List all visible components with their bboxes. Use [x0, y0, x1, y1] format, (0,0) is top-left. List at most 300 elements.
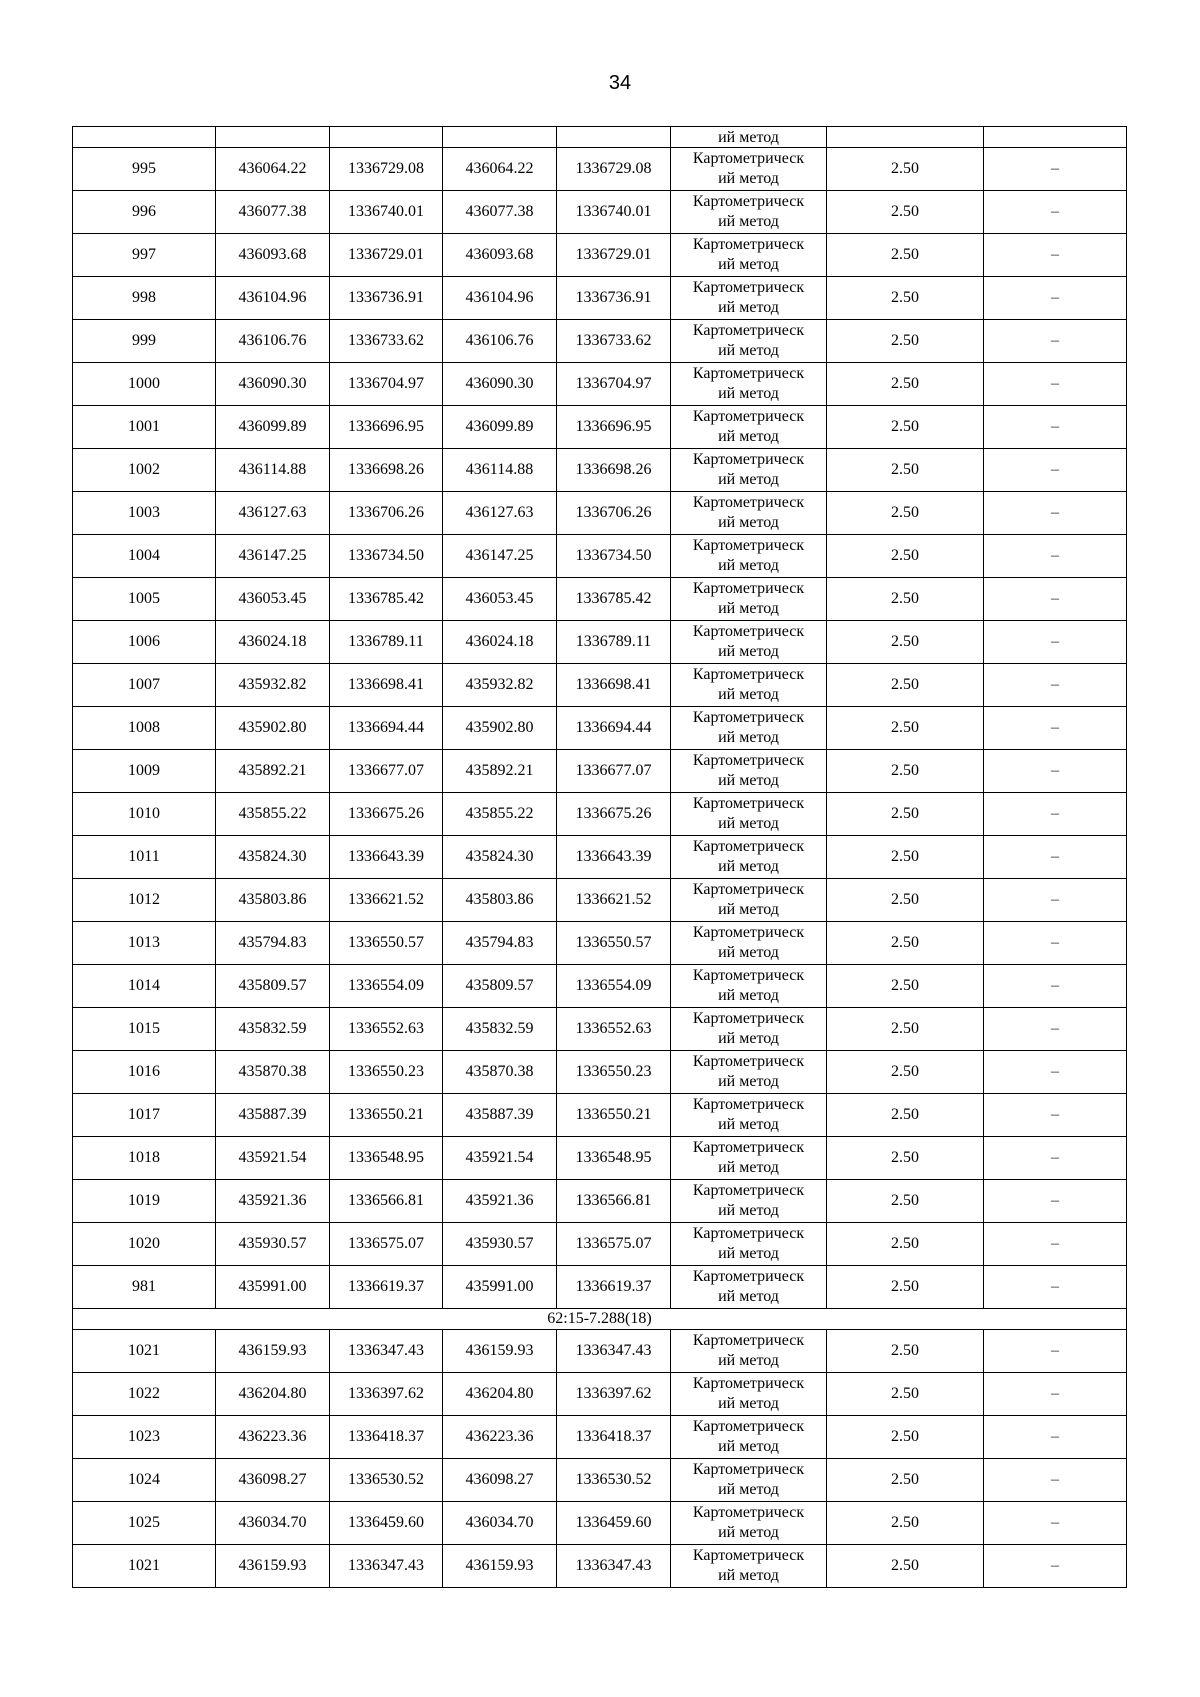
x-new-cell: 435870.38 — [443, 1051, 557, 1094]
y-existing-cell: 1336698.26 — [330, 449, 443, 492]
y-existing-cell: 1336706.26 — [330, 492, 443, 535]
method-line-2: ий метод — [718, 213, 779, 230]
x-existing-cell: 436099.89 — [216, 406, 330, 449]
y-new-cell: 1336566.81 — [557, 1180, 671, 1223]
y-new-cell: 1336789.11 — [557, 621, 671, 664]
method-line-1: Картометрическ — [692, 1504, 805, 1521]
accuracy-cell: 2.50 — [827, 621, 984, 664]
x-new-cell: 435921.54 — [443, 1137, 557, 1180]
table-row — [73, 1459, 1127, 1502]
table-row — [73, 234, 1127, 277]
method-line-2: ий метод — [718, 256, 779, 273]
x-existing-cell: 435803.86 — [216, 879, 330, 922]
method-cell — [671, 578, 827, 621]
point-number-cell: 1025 — [73, 1502, 216, 1545]
y-existing-cell: 1336550.57 — [330, 922, 443, 965]
table-row — [73, 1545, 1127, 1588]
note-cell: – — [984, 1373, 1127, 1416]
continued-row — [73, 127, 1127, 148]
note-cell: – — [984, 1330, 1127, 1373]
method-line-1: Картометрическ — [692, 1268, 805, 1285]
y-existing-cell: 1336621.52 — [330, 879, 443, 922]
point-number-cell: 1002 — [73, 449, 216, 492]
point-number-cell: 1014 — [73, 965, 216, 1008]
y-existing-cell: 1336347.43 — [330, 1330, 443, 1373]
accuracy-cell: 2.50 — [827, 1051, 984, 1094]
accuracy-cell: 2.50 — [827, 793, 984, 836]
x-existing-cell: 436223.36 — [216, 1416, 330, 1459]
table-row — [73, 363, 1127, 406]
method-line-1: Картометрическ — [692, 150, 805, 167]
method-line-1: Картометрическ — [692, 838, 805, 855]
method-line-1: Картометрическ — [692, 967, 805, 984]
note-cell: – — [984, 277, 1127, 320]
method-cell — [671, 191, 827, 234]
y-existing-cell: 1336418.37 — [330, 1416, 443, 1459]
x-existing-cell: 436064.22 — [216, 148, 330, 191]
method-line-1: Картометрическ — [692, 1096, 805, 1113]
note-cell: – — [984, 1094, 1127, 1137]
method-cell — [671, 1416, 827, 1459]
y-existing-cell: 1336696.95 — [330, 406, 443, 449]
x-new-cell: 436127.63 — [443, 492, 557, 535]
accuracy-cell: 2.50 — [827, 750, 984, 793]
y-new-cell: 1336530.52 — [557, 1459, 671, 1502]
method-cell — [671, 965, 827, 1008]
x-new-cell: 436024.18 — [443, 621, 557, 664]
accuracy-cell: 2.50 — [827, 363, 984, 406]
table-row — [73, 922, 1127, 965]
method-line-1: Картометрическ — [692, 1010, 805, 1027]
method-line-1: Картометрическ — [692, 752, 805, 769]
point-number-cell: 1021 — [73, 1330, 216, 1373]
x-new-cell: 436093.68 — [443, 234, 557, 277]
method-line-1: Картометрическ — [692, 451, 805, 468]
note-cell: – — [984, 148, 1127, 191]
table-row — [73, 1094, 1127, 1137]
method-line-2: ий метод — [718, 342, 779, 359]
table-row — [73, 277, 1127, 320]
y-new-cell: 1336698.41 — [557, 664, 671, 707]
note-cell: – — [984, 1459, 1127, 1502]
y-existing-cell: 1336704.97 — [330, 363, 443, 406]
point-number-cell: 998 — [73, 277, 216, 320]
accuracy-cell: 2.50 — [827, 1373, 984, 1416]
note-cell: – — [984, 449, 1127, 492]
method-line-2: ий метод — [718, 987, 779, 1004]
y-new-cell: 1336785.42 — [557, 578, 671, 621]
x-new-cell: 436034.70 — [443, 1502, 557, 1545]
method-line-1: Картометрическ — [692, 1053, 805, 1070]
table-row — [73, 965, 1127, 1008]
method-line-1: Картометрическ — [692, 494, 805, 511]
method-line-2: ий метод — [718, 1116, 779, 1133]
method-line-1: Картометрическ — [692, 580, 805, 597]
method-cell — [671, 793, 827, 836]
y-new-cell: 1336677.07 — [557, 750, 671, 793]
method-cell — [671, 1330, 827, 1373]
method-cell — [671, 535, 827, 578]
table-row — [73, 1266, 1127, 1309]
table-row — [73, 664, 1127, 707]
x-new-cell: 436098.27 — [443, 1459, 557, 1502]
table-row — [73, 750, 1127, 793]
method-cell — [671, 492, 827, 535]
accuracy-cell: 2.50 — [827, 1180, 984, 1223]
x-existing-cell: 436159.93 — [216, 1330, 330, 1373]
x-existing-cell: 436114.88 — [216, 449, 330, 492]
x-new-cell: 436159.93 — [443, 1545, 557, 1588]
point-number-cell: 1004 — [73, 535, 216, 578]
x-new-cell: 435930.57 — [443, 1223, 557, 1266]
y-new-cell: 1336619.37 — [557, 1266, 671, 1309]
x-existing-cell: 435824.30 — [216, 836, 330, 879]
x-new-cell: 435991.00 — [443, 1266, 557, 1309]
method-line-2: ий метод — [718, 858, 779, 875]
note-cell: – — [984, 621, 1127, 664]
note-cell: – — [984, 406, 1127, 449]
accuracy-cell: 2.50 — [827, 449, 984, 492]
accuracy-cell: 2.50 — [827, 320, 984, 363]
method-line-1: Картометрическ — [692, 1375, 805, 1392]
coordinates-table — [72, 126, 1127, 1588]
point-number-cell: 1008 — [73, 707, 216, 750]
method-line-1: Картометрическ — [692, 236, 805, 253]
y-existing-cell: 1336397.62 — [330, 1373, 443, 1416]
method-line-2: ий метод — [718, 1567, 779, 1584]
method-line-1: Картометрическ — [692, 1182, 805, 1199]
point-number-cell: 999 — [73, 320, 216, 363]
method-cell — [671, 1094, 827, 1137]
x-new-cell: 436114.88 — [443, 449, 557, 492]
method-line-2: ий метод — [718, 1245, 779, 1262]
method-cell — [671, 363, 827, 406]
x-new-cell: 435892.21 — [443, 750, 557, 793]
y-new-cell: 1336704.97 — [557, 363, 671, 406]
x-new-cell: 436064.22 — [443, 148, 557, 191]
y-new-cell: 1336550.23 — [557, 1051, 671, 1094]
table-row — [73, 707, 1127, 750]
point-number-cell: 1019 — [73, 1180, 216, 1223]
method-line-2: ий метод — [718, 1030, 779, 1047]
point-number-cell: 1013 — [73, 922, 216, 965]
y-existing-cell: 1336566.81 — [330, 1180, 443, 1223]
y-existing-cell: 1336677.07 — [330, 750, 443, 793]
method-cell — [671, 1051, 827, 1094]
x-existing-cell: 435870.38 — [216, 1051, 330, 1094]
method-cell — [671, 836, 827, 879]
method-cell — [671, 750, 827, 793]
method-line-2: ий метод — [718, 729, 779, 746]
table-row — [73, 879, 1127, 922]
x-existing-cell: 435855.22 — [216, 793, 330, 836]
point-number-cell: 1005 — [73, 578, 216, 621]
point-number-cell: 1017 — [73, 1094, 216, 1137]
method-line-2: ий метод — [718, 557, 779, 574]
accuracy-cell: 2.50 — [827, 879, 984, 922]
x-existing-cell: 436077.38 — [216, 191, 330, 234]
accuracy-cell: 2.50 — [827, 578, 984, 621]
note-cell: – — [984, 664, 1127, 707]
method-cell — [671, 148, 827, 191]
point-number-cell: 1018 — [73, 1137, 216, 1180]
y-new-cell: 1336397.62 — [557, 1373, 671, 1416]
point-number-cell: 1001 — [73, 406, 216, 449]
y-existing-cell: 1336552.63 — [330, 1008, 443, 1051]
method-line-2: ий метод — [718, 1438, 779, 1455]
x-new-cell: 435855.22 — [443, 793, 557, 836]
method-cell — [671, 277, 827, 320]
method-line-2: ий метод — [718, 944, 779, 961]
note-cell: – — [984, 1502, 1127, 1545]
x-existing-cell: 435932.82 — [216, 664, 330, 707]
note-cell: – — [984, 879, 1127, 922]
accuracy-cell: 2.50 — [827, 1266, 984, 1309]
y-new-cell: 1336550.57 — [557, 922, 671, 965]
y-new-cell: 1336736.91 — [557, 277, 671, 320]
x-new-cell: 436147.25 — [443, 535, 557, 578]
method-line-2: ий метод — [718, 1073, 779, 1090]
x-existing-cell: 436159.93 — [216, 1545, 330, 1588]
x-new-cell: 435921.36 — [443, 1180, 557, 1223]
x-existing-cell: 435930.57 — [216, 1223, 330, 1266]
x-new-cell: 436223.36 — [443, 1416, 557, 1459]
y-new-cell: 1336575.07 — [557, 1223, 671, 1266]
method-line-1: Картометрическ — [692, 365, 805, 382]
method-line-2: ий метод — [718, 385, 779, 402]
method-line-2: ий метод — [718, 600, 779, 617]
method-line-1: Картометрическ — [692, 709, 805, 726]
accuracy-cell: 2.50 — [827, 965, 984, 1008]
x-new-cell: 435932.82 — [443, 664, 557, 707]
note-cell: – — [984, 535, 1127, 578]
section-title: 62:15-7.288(18) — [73, 1309, 1127, 1330]
accuracy-cell: 2.50 — [827, 1459, 984, 1502]
method-cell — [671, 707, 827, 750]
accuracy-cell: 2.50 — [827, 922, 984, 965]
y-existing-cell: 1336694.44 — [330, 707, 443, 750]
y-new-cell: 1336347.43 — [557, 1545, 671, 1588]
table-row — [73, 1180, 1127, 1223]
method-line-1: Картометрическ — [692, 193, 805, 210]
y-new-cell: 1336694.44 — [557, 707, 671, 750]
method-line-2: ий метод — [718, 1288, 779, 1305]
y-existing-cell: 1336554.09 — [330, 965, 443, 1008]
x-existing-cell: 435921.54 — [216, 1137, 330, 1180]
method-cell — [671, 1459, 827, 1502]
table-row — [73, 1051, 1127, 1094]
method-cell — [671, 234, 827, 277]
y-new-cell: 1336550.21 — [557, 1094, 671, 1137]
y-new-cell: 1336734.50 — [557, 535, 671, 578]
method-line-1: Картометрическ — [692, 1418, 805, 1435]
note-cell: – — [984, 836, 1127, 879]
method-cell — [671, 1008, 827, 1051]
method-line-2: ий метод — [718, 1159, 779, 1176]
note-cell: – — [984, 363, 1127, 406]
method-line-2: ий метод — [718, 772, 779, 789]
accuracy-cell: 2.50 — [827, 1094, 984, 1137]
x-new-cell: 436204.80 — [443, 1373, 557, 1416]
accuracy-cell: 2.50 — [827, 1008, 984, 1051]
accuracy-cell: 2.50 — [827, 535, 984, 578]
y-existing-cell: 1336740.01 — [330, 191, 443, 234]
point-number-cell: 995 — [73, 148, 216, 191]
note-cell: – — [984, 922, 1127, 965]
accuracy-cell: 2.50 — [827, 664, 984, 707]
point-number-cell: 1021 — [73, 1545, 216, 1588]
accuracy-cell: 2.50 — [827, 406, 984, 449]
x-existing-cell: 435887.39 — [216, 1094, 330, 1137]
method-cell — [671, 1502, 827, 1545]
method-cell — [671, 1545, 827, 1588]
table-row — [73, 492, 1127, 535]
x-new-cell: 435794.83 — [443, 922, 557, 965]
method-line-1: Картометрическ — [692, 408, 805, 425]
method-cell — [671, 320, 827, 363]
point-number-cell: 997 — [73, 234, 216, 277]
note-cell: – — [984, 750, 1127, 793]
y-existing-cell: 1336530.52 — [330, 1459, 443, 1502]
x-new-cell: 436106.76 — [443, 320, 557, 363]
y-existing-cell: 1336789.11 — [330, 621, 443, 664]
table-row — [73, 793, 1127, 836]
section-row — [73, 1309, 1127, 1330]
method-line-2: ий метод — [718, 299, 779, 316]
y-existing-cell: 1336736.91 — [330, 277, 443, 320]
point-number-cell: 1012 — [73, 879, 216, 922]
table-row — [73, 191, 1127, 234]
method-line-1: Картометрическ — [692, 795, 805, 812]
x-existing-cell: 436104.96 — [216, 277, 330, 320]
method-cell — [671, 879, 827, 922]
coordinates-table-body — [73, 127, 1127, 1588]
y-existing-cell: 1336698.41 — [330, 664, 443, 707]
point-number-cell: 1009 — [73, 750, 216, 793]
y-new-cell: 1336675.26 — [557, 793, 671, 836]
y-existing-cell: 1336575.07 — [330, 1223, 443, 1266]
method-line-1: Картометрическ — [692, 1461, 805, 1478]
method-cell — [671, 922, 827, 965]
accuracy-cell: 2.50 — [827, 492, 984, 535]
accuracy-cell: 2.50 — [827, 707, 984, 750]
accuracy-cell: 2.50 — [827, 277, 984, 320]
x-existing-cell: 435832.59 — [216, 1008, 330, 1051]
x-new-cell: 435809.57 — [443, 965, 557, 1008]
note-cell: – — [984, 1008, 1127, 1051]
y-existing-cell: 1336550.23 — [330, 1051, 443, 1094]
method-line-1: Картометрическ — [692, 537, 805, 554]
point-number-cell: 1015 — [73, 1008, 216, 1051]
x-existing-cell: 436090.30 — [216, 363, 330, 406]
note-cell: – — [984, 1545, 1127, 1588]
x-new-cell: 436159.93 — [443, 1330, 557, 1373]
note-cell: – — [984, 965, 1127, 1008]
y-new-cell: 1336729.01 — [557, 234, 671, 277]
point-number-cell: 1022 — [73, 1373, 216, 1416]
x-existing-cell: 435921.36 — [216, 1180, 330, 1223]
method-cell — [671, 406, 827, 449]
x-existing-cell: 436024.18 — [216, 621, 330, 664]
point-number-cell: 1003 — [73, 492, 216, 535]
point-number-cell: 1011 — [73, 836, 216, 879]
method-line-1: Картометрическ — [692, 924, 805, 941]
point-number-cell: 981 — [73, 1266, 216, 1309]
x-new-cell: 436053.45 — [443, 578, 557, 621]
table-row — [73, 1330, 1127, 1373]
method-line-1: Картометрическ — [692, 1139, 805, 1156]
note-cell: – — [984, 578, 1127, 621]
point-number-cell: 1023 — [73, 1416, 216, 1459]
accuracy-cell: 2.50 — [827, 1223, 984, 1266]
note-cell: – — [984, 191, 1127, 234]
y-existing-cell: 1336729.08 — [330, 148, 443, 191]
note-cell: – — [984, 1180, 1127, 1223]
method-line-2: ий метод — [718, 1352, 779, 1369]
y-new-cell: 1336729.08 — [557, 148, 671, 191]
note-cell: – — [984, 707, 1127, 750]
method-line-1: Картометрическ — [692, 279, 805, 296]
method-line-2: ий метод — [718, 1524, 779, 1541]
method-line-1: Картометрическ — [692, 1332, 805, 1349]
method-line-2: ий метод — [718, 428, 779, 445]
y-new-cell: 1336554.09 — [557, 965, 671, 1008]
method-cell — [671, 1180, 827, 1223]
table-row — [73, 1416, 1127, 1459]
table-row — [73, 1502, 1127, 1545]
y-new-cell: 1336706.26 — [557, 492, 671, 535]
note-cell: – — [984, 1416, 1127, 1459]
point-number-cell: 1000 — [73, 363, 216, 406]
method-line-2: ий метод — [718, 1481, 779, 1498]
method-line-1: Картометрическ — [692, 623, 805, 640]
accuracy-cell: 2.50 — [827, 234, 984, 277]
table-row — [73, 449, 1127, 492]
accuracy-cell: 2.50 — [827, 191, 984, 234]
method-line-1: Картометрическ — [692, 1225, 805, 1242]
x-existing-cell: 435892.21 — [216, 750, 330, 793]
x-new-cell: 435803.86 — [443, 879, 557, 922]
x-new-cell: 436104.96 — [443, 277, 557, 320]
x-new-cell: 435824.30 — [443, 836, 557, 879]
y-new-cell: 1336733.62 — [557, 320, 671, 363]
method-cell — [671, 1373, 827, 1416]
method-line-2: ий метод — [718, 1395, 779, 1412]
method-line-1: Картометрическ — [692, 881, 805, 898]
accuracy-cell: 2.50 — [827, 148, 984, 191]
y-existing-cell: 1336643.39 — [330, 836, 443, 879]
y-existing-cell: 1336675.26 — [330, 793, 443, 836]
method-line-1: Картометрическ — [692, 322, 805, 339]
y-existing-cell: 1336734.50 — [330, 535, 443, 578]
x-existing-cell: 436204.80 — [216, 1373, 330, 1416]
y-new-cell: 1336696.95 — [557, 406, 671, 449]
point-number-cell: 1010 — [73, 793, 216, 836]
y-existing-cell: 1336785.42 — [330, 578, 443, 621]
method-cell — [671, 1137, 827, 1180]
point-number-cell: 1020 — [73, 1223, 216, 1266]
x-new-cell: 435902.80 — [443, 707, 557, 750]
x-existing-cell: 436147.25 — [216, 535, 330, 578]
note-cell: – — [984, 1266, 1127, 1309]
accuracy-cell: 2.50 — [827, 1137, 984, 1180]
table-row — [73, 1223, 1127, 1266]
method-line-2: ий метод — [718, 686, 779, 703]
point-number-cell: 1007 — [73, 664, 216, 707]
y-new-cell: 1336548.95 — [557, 1137, 671, 1180]
x-existing-cell: 435809.57 — [216, 965, 330, 1008]
table-row — [73, 1137, 1127, 1180]
